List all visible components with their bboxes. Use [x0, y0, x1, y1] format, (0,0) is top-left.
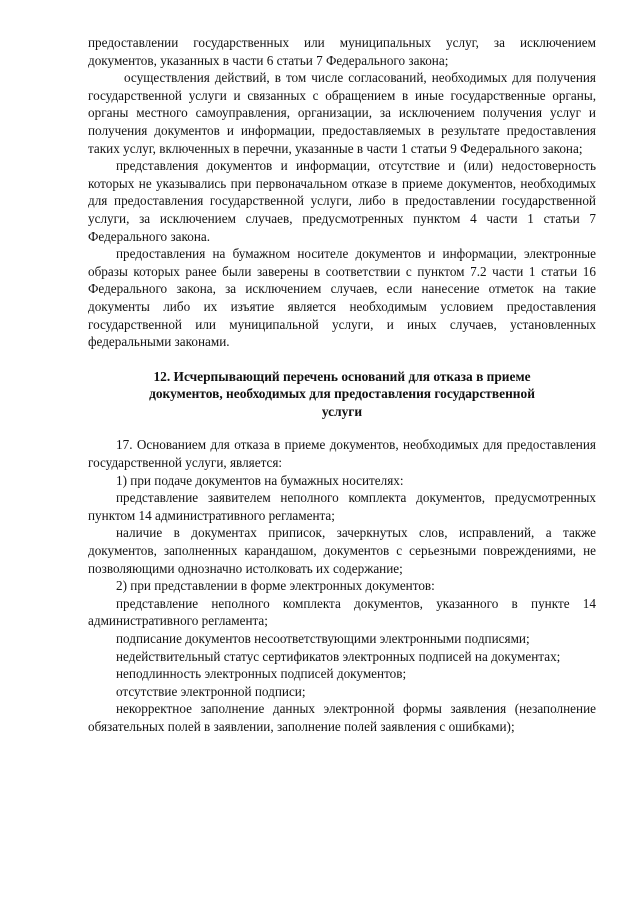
list-item-invalid-certificates: недействительный статус сертификатов электронных подписей на документах;: [116, 648, 561, 664]
paragraph-actions-approvals: осуществления действий, в том числе согласований, необходимых для получения государственной услуги и связанных с обращением в иные государственные органы, органы местного самоуправления, организации, за исключением получения услуг и получения документов и информации, предоставляемых в результате предоставления таких услуг, включенных в перечни, указанные в части 1 статьи 9 Федерального закона;: [88, 70, 596, 156]
list-item-incomplete-set: представление заявителем неполного комплекта документов, предусмотренных пунктом 14 административного регламента;: [88, 490, 596, 523]
list-item-signature-inauthenticity: неподлинность электронных подписей документов;: [116, 666, 407, 682]
list-item-incomplete-electronic-set: представление неполного комплекта документов, указанного в пункте 14 административного регламента;: [88, 595, 596, 629]
paragraph-17-intro: 17. Основанием для отказа в приеме документов, необходимых для предоставления государственной услуги, является:: [88, 437, 596, 471]
section-heading: 12. Исчерпывающий перечень оснований для отказа в приеме документов, необходимых для предоставления государственной услуги: [149, 368, 535, 419]
list-item-invalid-signatures: подписание документов несоответствующими электронными подписями;: [116, 631, 530, 646]
list-item-incorrect-form: некорректное заполнение данных электронной формы заявления (незаполнение обязательных полей в заявлении, заполнение полей заявления с ошибками);: [88, 701, 596, 734]
list-item-no-signature: отсутствие электронной подписи;: [116, 683, 306, 699]
paragraph-documents-information: представления документов и информации, отсутствие и (или) недостоверность которых не указывались при первоначальном отказе в приеме документов, необходимых для предоставления государственной услуги, либо в предоставлении государственной услуги, за исключением случаев, предусмотренных пунктом 4 части 1 статьи 7 Федерального закона.: [88, 158, 596, 244]
document-body: [88, 34, 596, 736]
list-item-corrections: наличие в документах приписок, зачеркнутых слов, исправлений, а также документов, заполненных карандашом, документов с серьезными повреждениями, не позволяющими однозначно истолковать их содержание;: [88, 525, 596, 576]
paragraph-paper-media: предоставления на бумажном носителе документов и информации, электронные образы которых ранее были заверены в соответствии с пунктом 7.2 части 1 статьи 16 Федерального закона, за исключением случаев, если нанесение отметок на такие документы либо их изъятие является необходимым условием предоставления государственной или муниципальной услуги, и иных случаев, установленных федеральными законами.: [88, 246, 596, 350]
paragraph-services-exception: предоставлении государственных или муниципальных услуг, за исключением документов, указанных в части 6 статьи 7 Федерального закона;: [88, 35, 596, 68]
list-item-electronic-submission: 2) при представлении в форме электронных документов:: [116, 578, 435, 594]
list-item-paper-submission: 1) при подаче документов на бумажных носителях:: [116, 472, 404, 488]
